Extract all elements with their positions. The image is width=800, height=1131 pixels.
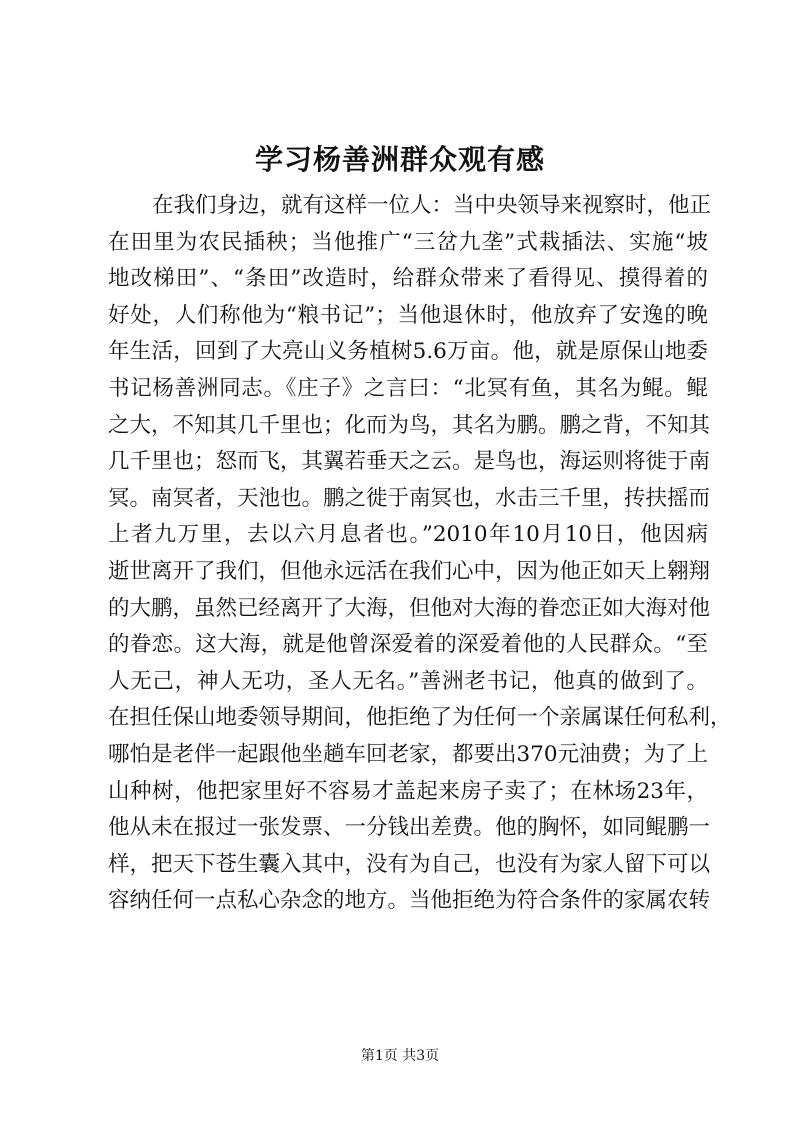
body-line: 冥。南冥者，天池也。鹏之徙于南冥也，水击三千里，抟扶摇而 (108, 485, 711, 511)
body-line: 在我们身边，就有这样一位人：当中央领导来视察时，他正 (152, 193, 712, 218)
body-line: 样，把天下苍生囊入其中，没有为自己，也没有为家人留下可以 (108, 851, 711, 877)
body-line: 书记杨善洲同志。《庄子》之言曰：“北冥有鱼，其名为鲲。鲲 (108, 375, 708, 401)
body-line: 几千里也；怒而飞，其翼若垂天之云。是鸟也，海运则将徙于南 (108, 449, 711, 475)
body-line: 地改梯田”、“条田”改造时，给群众带来了看得见、摸得着的 (108, 266, 708, 292)
body-line: 山种树，他把家里好不容易才盖起来房子卖了；在林场23年， (108, 778, 708, 804)
body-line: 他从未在报过一张发票、一分钱出差费。他的胸怀，如同鲲鹏一 (108, 815, 711, 841)
body-line: 好处，人们称他为“粮书记”；当他退休时，他放弃了安逸的晚 (108, 302, 708, 328)
document-body (108, 188, 732, 920)
body-line: 之大，不知其几千里也；化而为鸟，其名为鹏。鹏之背，不知其 (108, 412, 711, 438)
document-title: 学习杨善洲群众观有感 (254, 143, 545, 176)
body-line: 容纳任何一点私心杂念的地方。当他拒绝为符合条件的家属农转 (108, 888, 711, 914)
body-line: 在担任保山地委领导期间，他拒绝了为任何一个亲属谋任何私利， (108, 705, 732, 731)
body-line: 上者九万里，去以六月息者也。”2010年10月10日，他因病 (108, 522, 708, 548)
body-line: 在田里为农民插秧；当他推广“三岔九垄”式栽插法、实施“坡 (108, 229, 708, 255)
body-line: 的大鹏，虽然已经离开了大海，但他对大海的眷恋正如大海对他 (108, 595, 711, 621)
body-line: 逝世离开了我们，但他永远活在我们心中，因为他正如天上翱翔 (108, 558, 711, 584)
body-line: 哪怕是老伴一起跟他坐趟车回老家，都要出370元油费；为了上 (108, 741, 709, 767)
body-line: 人无己，神人无功，圣人无名。”善洲老书记，他真的做到了。 (108, 668, 708, 694)
body-line: 年生活，回到了大亮山义务植树5.6万亩。他，就是原保山地委 (108, 339, 708, 365)
body-line: 的眷恋。这大海，就是他曾深爱着的深爱着他的人民群众。“至 (108, 632, 708, 658)
page-indicator: 第1页 共3页 (360, 1048, 440, 1064)
